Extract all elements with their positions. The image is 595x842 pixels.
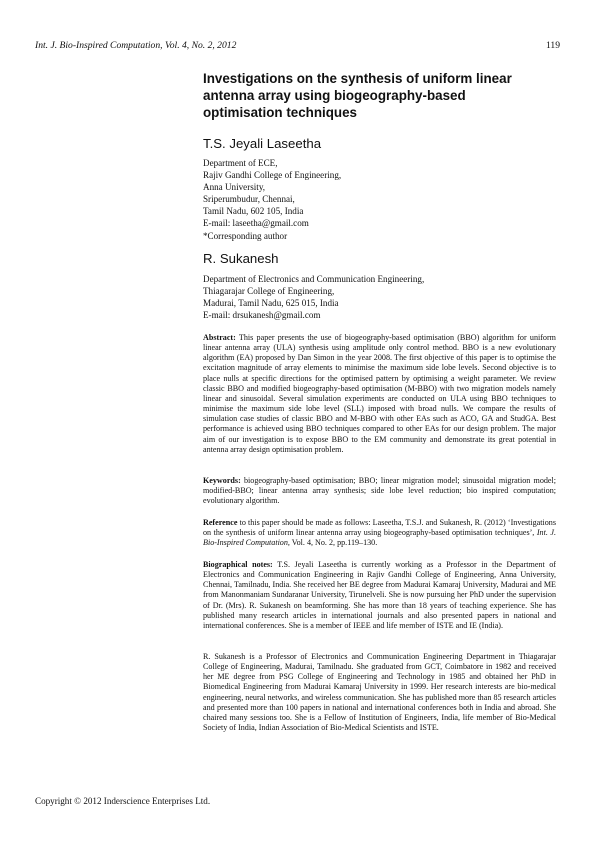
author-affiliation: [203, 273, 553, 321]
reference-text: to this paper should be made as follows: Laseetha, T.S.J. and Sukanesh, R. (2012) ‘Investigations on the synthesis of uniform linear antenna array using biogeography-based optimisation techniques’,: [203, 518, 556, 538]
affiliation-line: Madurai, Tamil Nadu, 625 015, India: [203, 298, 339, 309]
affiliation-line: Thiagarajar College of Engineering,: [203, 286, 335, 297]
abstract: [203, 333, 556, 455]
journal-citation: Int. J. Bio-Inspired Computation, Vol. 4, No. 2, 2012: [35, 40, 237, 51]
affiliation-line: Rajiv Gandhi College of Engineering,: [203, 170, 342, 181]
reference-journal: Int. J. Bio-Inspired Computation: [203, 528, 556, 548]
reference: [203, 518, 556, 548]
copyright-notice: Copyright © 2012 Inderscience Enterprises Ltd.: [35, 796, 211, 806]
keywords-text: biogeography-based optimisation; BBO; linear migration model; sinusoidal migration model; modified-BBO; linear antenna array synthesis; side lobe level reduction; bio inspired computation; evolutionary algorithm.: [203, 476, 556, 506]
biographical-notes-second: [203, 652, 556, 733]
bio-label: Biographical notes:: [203, 560, 273, 569]
author-name: R. Sukanesh: [203, 251, 279, 266]
bio-text: R. Sukanesh is a Professor of Electronics and Communication Engineering Department in Thiagarajar College of Engineering, Madurai, Tamilnadu. She graduated from GCT, Coimbatore in 1982 and received her ME degree from PSG College of Engineering and Technology in 1985 and obtained her PhD in Biomedical Engineering from Madurai Kamaraj University in 1999. Her research interests are bio-medical engineering, neural networks, and wireless communication. She has published more than 85 research articles and presented more than 100 papers in national and international conferences both in India and abroad. She chaired many sessions too. She is a Fellow of Institution of Engineers, India, life member of Bio-Medical Society of India, Indian Association of Bio-Medical Scientists and ISTE.: [203, 652, 556, 733]
affiliation-line: Anna University,: [203, 182, 266, 193]
keywords: [203, 476, 556, 506]
abstract-label: Abstract:: [203, 333, 236, 342]
abstract-text: This paper presents the use of biogeography-based optimisation (BBO) algorithm for uniform linear antenna array (ULA) synthesis using amplitude only control method. BBO is a new evolutionary algorithm (EA) proposed by Dan Simon in the year 2008. The first objective of this paper is to optimise the excitation magnitude of array elements to minimise the maximum side lobe levels. Second objective is to place nulls at specific directions for the optimised pattern by optimising a weight parameter. We review classic BBO and modified biogeography-based optimisation (M-BBO) with two migration models namely linear and sinusoidal. Several simulation experiments are conducted on ULA using BBO techniques to minimise the maximum side lobe level (SLL) imposed with broad nulls. We compare the results of simulation case studies of classic BBO and M-BBO with other EAs such as ACO, GA and StudGA. Best performance is achieved using BBO techniques compared to other EAs for our design problem. The major aim of our investigation is to expose BBO to the EM community and demonstrate its great potential in antenna array design optimisation problem.: [203, 333, 556, 454]
corresponding-author-note: *Corresponding author: [203, 230, 288, 241]
affiliation-line: Department of ECE,: [203, 158, 278, 168]
reference-volume: , Vol. 4, No. 2, pp.119–130.: [287, 538, 378, 548]
biographical-notes: [203, 560, 556, 631]
page-number: 119: [545, 40, 560, 51]
email-line: E-mail: drsukanesh@gmail.com: [203, 310, 321, 321]
author-affiliation: [203, 157, 553, 242]
paper-title: Investigations on the synthesis of uniform linear antenna array using biogeography-based optimisation techniques: [203, 71, 512, 120]
affiliation-line: Tamil Nadu, 602 105, India: [203, 206, 304, 217]
keywords-label: Keywords:: [203, 476, 241, 485]
email-line: E-mail: laseetha@gmail.com: [203, 218, 309, 229]
bio-text: T.S. Jeyali Laseetha is currently working as a Professor in the Department of Electronics and Communication Engineering in Rajiv Gandhi College of Engineering, Anna University, Chennai, Tamilnadu, India. She received her BE degree from Madurai Kamaraj University, Madurai and ME from Manonmaniam Sundaranar University, Tirunelveli. She is now pursuing her PhD under the supervision of Dr. (Mrs). R. Sukanesh on beamforming. She has more than 18 years of teaching experience. She has published many research articles in international journals and also presented papers in national and international conferences. She is a member of IEEE and life member of ISTE and IE (India).: [203, 560, 556, 630]
reference-label: Reference: [203, 518, 238, 527]
affiliation-line: Department of Electronics and Communication Engineering,: [203, 274, 425, 284]
author-name: T.S. Jeyali Laseetha: [203, 136, 322, 151]
affiliation-line: Sriperumbudur, Chennai,: [203, 194, 295, 205]
running-header: [35, 40, 560, 54]
